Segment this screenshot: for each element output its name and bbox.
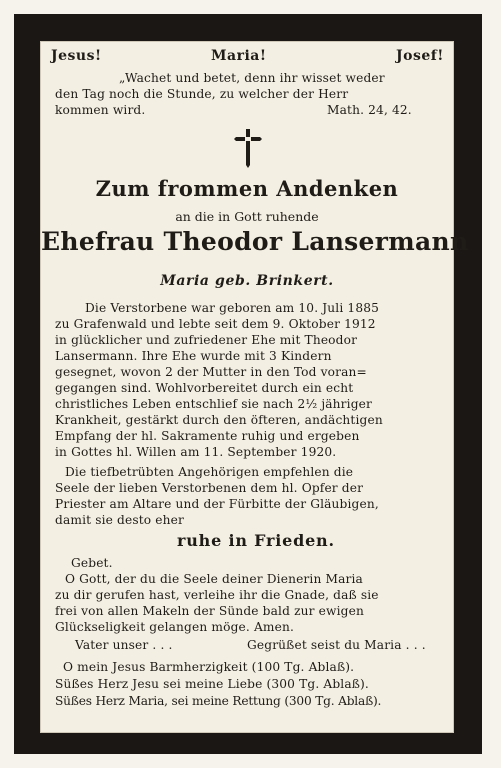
prayer-line-2: zu dir gerufen hast, verleihe ihr die Gnade, daß sie (55, 588, 379, 602)
card-body (40, 41, 469, 733)
prayer-title: Gebet. (71, 556, 113, 570)
rest-in-peace: ruhe in Frieden. (177, 531, 335, 550)
prayer-line-4: Glückseligkeit gelangen möge. Amen. (55, 620, 294, 634)
verse-line-1: „Wachet und betet, denn ihr wisset weder (119, 71, 385, 85)
title: Zum frommen Andenken (95, 176, 399, 201)
prayer-line-3: frei von allen Makeln der Sünde bald zur ewigen (55, 604, 364, 618)
plea-line-2: Seele der lieben Verstorbenen dem hl. Opfer der (55, 481, 364, 495)
verse-line-2: den Tag noch die Stunde, zu welcher der Herr (55, 87, 349, 101)
bio-line-5: gesegnet, wovon 2 der Mutter in den Tod voran= (55, 365, 367, 379)
bio-line-7: christliches Leben entschlief sie nach 2½ jähriger (55, 397, 372, 411)
indulgence-line-2: Süßes Herz Jesu sei meine Liebe (300 Tg. Ablaß). (55, 677, 369, 691)
bio-line-9: Empfang der hl. Sakramente ruhig und ergeben (55, 429, 360, 443)
closing-hail-mary: Gegrüßet seist du Maria . . . (247, 638, 426, 652)
bio-line-3: in glücklicher und zufriedener Ehe mit Theodor (55, 333, 358, 347)
bio-line-10: in Gottes hl. Willen am 11. September 1920. (55, 445, 337, 459)
verse-line-3: kommen wird. (55, 103, 146, 117)
bio-line-6: gegangen sind. Wohlvorbereitet durch ein echt (55, 381, 354, 395)
indulgence-line-3: Süßes Herz Maria, sei meine Rettung (300 Tg. Ablaß). (55, 694, 382, 708)
bio-line-4: Lansermann. Ihre Ehe wurde mit 3 Kindern (55, 349, 332, 363)
header-maria: Maria! (211, 48, 267, 64)
plea-line-1: Die tiefbetrübten Angehörigen empfehlen die (65, 465, 354, 479)
plea-line-4: damit sie desto eher (55, 513, 185, 527)
bio-line-1: Die Verstorbene war geboren am 10. Juli 1885 (85, 301, 380, 315)
bio-line-2: zu Grafenwald und lebte seit dem 9. Oktober 1912 (55, 317, 376, 331)
prayer-line-1: O Gott, der du die Seele deiner Dienerin Maria (65, 572, 363, 586)
maiden-name: Maria geb. Brinkert. (160, 273, 334, 289)
indulgence-line-1: O mein Jesus Barmherzigkeit (100 Tg. Ablaß). (63, 660, 355, 674)
verse-reference: Math. 24, 42. (327, 103, 412, 117)
cross-icon (230, 127, 266, 171)
header-josef: Josef! (396, 48, 444, 64)
header-jesus: Jesus! (51, 48, 102, 64)
subtitle: an die in Gott ruhende (175, 209, 319, 224)
bio-line-8: Krankheit, gestärkt durch den öfteren, andächtigen (55, 413, 383, 427)
deceased-name: Ehefrau Theodor Lansermann (41, 227, 469, 256)
plea-line-3: Priester am Altare und der Fürbitte der Gläubigen, (55, 497, 379, 511)
closing-our-father: Vater unser . . . (75, 638, 173, 652)
